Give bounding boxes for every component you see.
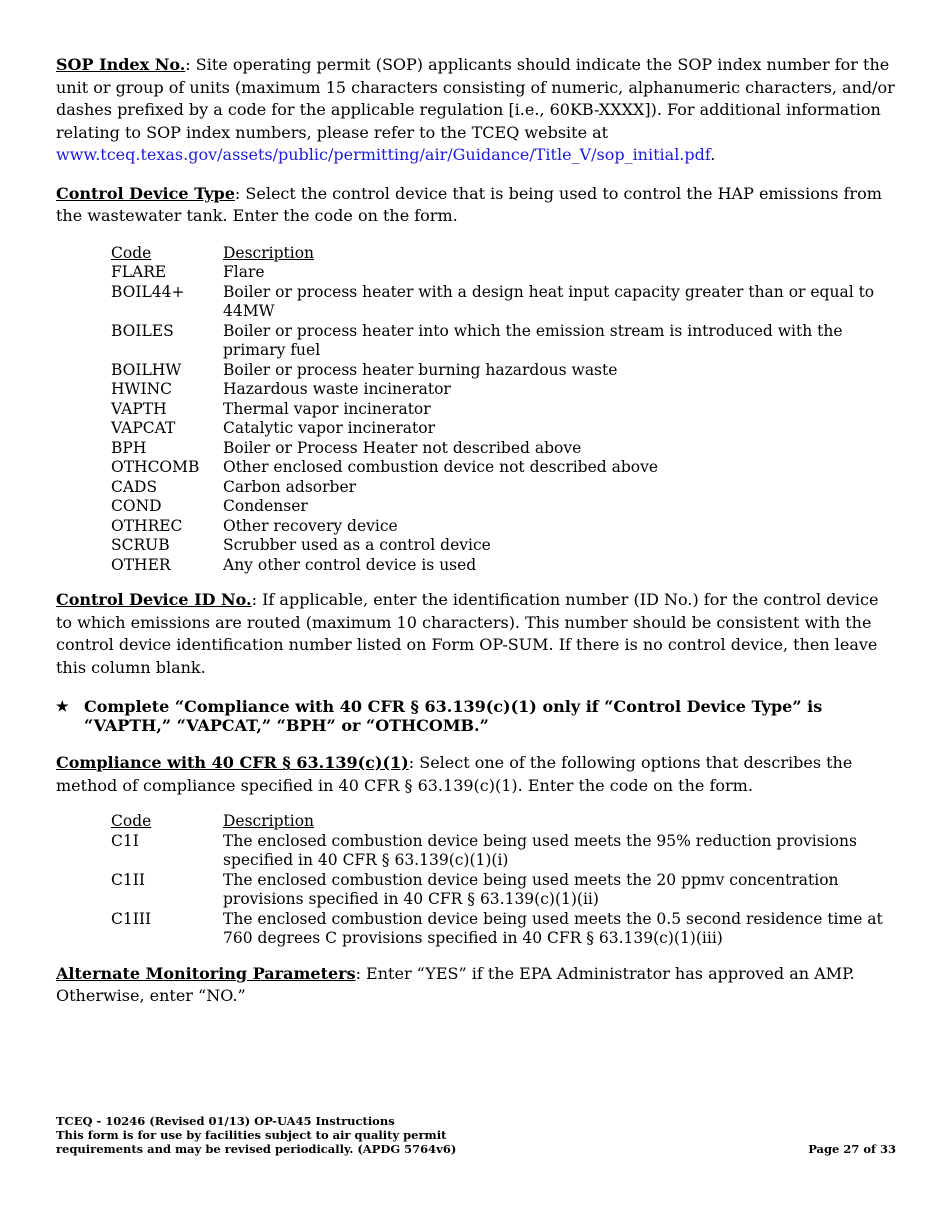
description-cell: Scrubber used as a control device (223, 536, 491, 554)
description-cell: Carbon adsorber (223, 477, 357, 496)
table-row (111, 263, 893, 283)
description-cell: The enclosed combustion device being used meets the 0.5 second residence time at 760 degrees C provisions specified in 40 CFR § 63.139(c)(1)(iii) (223, 909, 883, 947)
table-header-row (111, 244, 893, 264)
compliance-table (111, 812, 893, 949)
description-cell: The enclosed combustion device being used meets the 95% reduction provisions specified in 40 CFR § 63.139(c)(1)(i) (223, 831, 857, 869)
control-device-type-table (111, 244, 893, 576)
table-row (111, 361, 893, 381)
control-device-type-text: : Select the control device that is being used to control the HAP emissions from the wastewater tank. Enter the code on the form. (56, 183, 882, 225)
code-cell: BOIL44+ (111, 282, 185, 301)
description-cell: Thermal vapor incinerator (223, 399, 431, 418)
table-row (111, 536, 893, 556)
code-cell: VAPCAT (111, 419, 176, 437)
description-cell: Flare (223, 263, 265, 281)
code-column-header: Code (111, 812, 152, 830)
description-column-header: Description (223, 812, 315, 830)
description-cell: Condenser (223, 497, 308, 515)
control-device-type-paragraph (56, 183, 896, 228)
control-device-type-section (56, 183, 896, 228)
table-row (111, 478, 893, 498)
table-row (111, 439, 893, 459)
code-cell: COND (111, 497, 162, 515)
code-cell: C1III (111, 909, 152, 928)
control-device-id-term: Control Device ID No. (56, 590, 252, 609)
footer-notice-line1: This form is for use by facilities subject to air quality permit (56, 1128, 447, 1142)
amp-text: : Enter “YES” if the EPA Administrator has approved an AMP. Otherwise, enter “NO.” (56, 963, 855, 1005)
control-device-id-text: : If applicable, enter the identification number (ID No.) for the control device to which emissions are routed (maximum 10 characters). This number should be consistent with the control device identification number listed on Form OP-SUM. If there is no control device, then leave this column blank. (56, 590, 879, 677)
code-cell: FLARE (111, 263, 167, 281)
sop-index-section (56, 54, 896, 167)
description-column-header: Description (223, 243, 315, 262)
table-row (111, 517, 893, 537)
description-cell: Boiler or process heater into which the emission stream is introduced with the primary fuel (223, 321, 843, 359)
compliance-note-text: Complete “Compliance with 40 CFR § 63.139(c)(1) only if “Control Device Type” is “VAPTH,” “VAPCAT,” “BPH” or “OTHCOMB.” (84, 697, 823, 735)
compliance-paragraph (56, 752, 896, 797)
code-cell: VAPTH (111, 399, 167, 418)
compliance-text: : Select one of the following options that describes the method of compliance specified in 40 CFR § 63.139(c)(1). Enter the code on the form. (56, 753, 853, 795)
code-cell: BPH (111, 438, 147, 457)
table-row (111, 419, 893, 439)
amp-term: Alternate Monitoring Parameters (56, 963, 356, 983)
table-row (111, 322, 893, 361)
compliance-note (56, 697, 896, 735)
sop-index-period: . (710, 145, 716, 164)
table-row (111, 283, 893, 322)
description-cell: Boiler or process heater with a design heat input capacity greater than or equal to 44MW (223, 282, 875, 320)
table-row (111, 497, 893, 517)
description-cell: Other recovery device (223, 516, 398, 535)
control-device-id-paragraph (56, 589, 896, 679)
code-cell: OTHER (111, 555, 171, 574)
compliance-term: Compliance with 40 CFR § 63.139(c)(1) (56, 753, 409, 772)
table-row (111, 380, 893, 400)
page-number: Page 27 of 33 (808, 1142, 896, 1156)
table-row (111, 871, 893, 910)
table-row (111, 832, 893, 871)
code-cell: SCRUB (111, 536, 170, 554)
sop-guidance-link[interactable]: www.tceq.texas.gov/assets/public/permitting/air/Guidance/Title_V/sop_initial.pdf (56, 145, 711, 164)
footer-notice-line2: requirements and may be revised periodically. (APDG 5764v6) (56, 1142, 457, 1156)
sop-index-term: SOP Index No. (56, 55, 186, 74)
code-cell: OTHREC (111, 516, 183, 535)
table-row (111, 556, 893, 576)
compliance-section (56, 752, 896, 797)
description-cell: Other enclosed combustion device not described above (223, 458, 659, 476)
document-page (56, 54, 896, 1024)
description-cell: Hazardous waste incinerator (223, 380, 451, 398)
table-row (111, 910, 893, 949)
sop-index-text: : Site operating permit (SOP) applicants should indicate the SOP index number for the unit or group of units (maximum 15 characters consisting of numeric, alphanumeric characters, and/or dashes prefixed by a code for the applicable regulation [i.e., 60KB-XXXX]). For additional information relating to SOP index numbers, please refer to the TCEQ website at (56, 55, 895, 142)
footer-form-id: TCEQ - 10246 (Revised 01/13) OP-UA45 Instructions (56, 1114, 395, 1128)
code-column-header: Code (111, 243, 152, 262)
code-cell: BOILHW (111, 360, 182, 379)
code-cell: OTHCOMB (111, 458, 200, 476)
code-cell: BOILES (111, 321, 174, 340)
amp-paragraph (56, 963, 896, 1008)
amp-section (56, 963, 896, 1008)
table-row (111, 400, 893, 420)
page-footer (56, 1114, 896, 1156)
description-cell: Catalytic vapor incinerator (223, 419, 436, 437)
description-cell: The enclosed combustion device being used meets the 20 ppmv concentration provisions specified in 40 CFR § 63.139(c)(1)(ii) (223, 870, 839, 908)
control-device-id-section (56, 589, 896, 679)
description-cell: Boiler or process heater burning hazardous waste (223, 360, 618, 379)
table-header-row (111, 812, 893, 832)
control-device-type-term: Control Device Type (56, 183, 235, 203)
code-cell: HWINC (111, 380, 172, 398)
sop-index-paragraph (56, 54, 896, 167)
star-icon: ★ (56, 699, 69, 715)
code-cell: C1I (111, 831, 139, 850)
code-cell: C1II (111, 870, 145, 889)
description-cell: Any other control device is used (223, 555, 477, 574)
table-row (111, 458, 893, 478)
description-cell: Boiler or Process Heater not described above (223, 438, 582, 457)
code-cell: CADS (111, 477, 158, 496)
